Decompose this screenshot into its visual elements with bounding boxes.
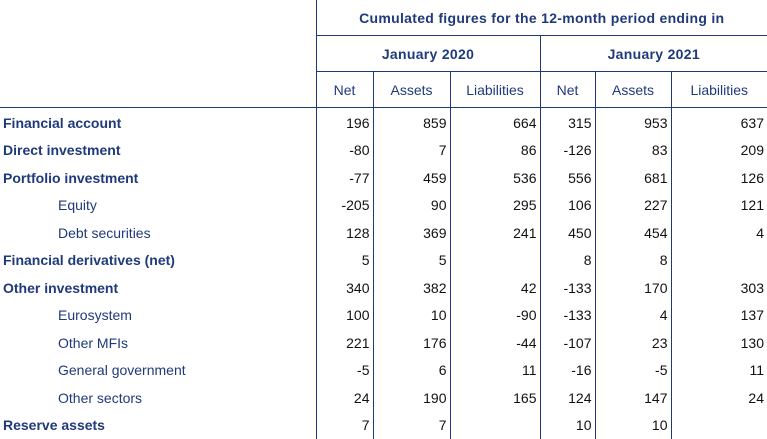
cell-assets-2021: 83 — [595, 137, 671, 165]
cell-liabilities-2020: 295 — [450, 192, 540, 220]
cell-assets-2021: 10 — [595, 412, 671, 439]
cell-liabilities-2021: 303 — [671, 274, 767, 302]
cell-assets-2021: 23 — [595, 329, 671, 357]
cell-liabilities-2020: -90 — [450, 302, 540, 330]
cell-net-2021: 315 — [540, 108, 595, 137]
cell-liabilities-2021: 130 — [671, 329, 767, 357]
period-january-2020: January 2020 — [316, 36, 540, 72]
cell-net-2020: 24 — [316, 384, 373, 412]
row-label: Financial account — [3, 114, 122, 131]
table-row-other-sectors — [0, 384, 767, 412]
period-title: Cumulated figures for the 12-month period ending in — [316, 0, 767, 36]
cell-assets-2020: 5 — [373, 247, 450, 275]
cell-liabilities-2020: 86 — [450, 137, 540, 165]
cell-liabilities-2020: 11 — [450, 357, 540, 385]
period-january-2021: January 2021 — [540, 36, 767, 72]
cell-net-2020: 7 — [316, 412, 373, 439]
cell-liabilities-2020: 536 — [450, 164, 540, 192]
cell-liabilities-2021: 4 — [671, 219, 767, 247]
cell-net-2021: -126 — [540, 137, 595, 165]
header-row-columns — [0, 72, 767, 108]
cell-net-2020: 128 — [316, 219, 373, 247]
column-header-net: Net — [316, 72, 373, 108]
cell-assets-2020: 90 — [373, 192, 450, 220]
cell-liabilities-2021: 637 — [671, 108, 767, 137]
cell-assets-2020: 459 — [373, 164, 450, 192]
cell-liabilities-2020 — [450, 412, 540, 439]
cell-assets-2020: 369 — [373, 219, 450, 247]
row-label: Other MFIs — [58, 334, 129, 351]
cell-liabilities-2021 — [671, 412, 767, 439]
row-label: Reserve assets — [3, 417, 105, 434]
cell-net-2021: 106 — [540, 192, 595, 220]
cell-net-2021: -107 — [540, 329, 595, 357]
table-row-eurosystem — [0, 302, 767, 330]
table-row-reserve-assets — [0, 412, 767, 439]
cell-assets-2021: 227 — [595, 192, 671, 220]
cell-assets-2020: 10 — [373, 302, 450, 330]
header-blank-cell — [0, 0, 316, 36]
cell-net-2020: -77 — [316, 164, 373, 192]
table-row-direct-investment — [0, 137, 767, 165]
column-header-assets: Assets — [595, 72, 671, 108]
table-row-financial-derivatives — [0, 247, 767, 275]
row-label: Portfolio investment — [3, 169, 139, 186]
cell-net-2020: 340 — [316, 274, 373, 302]
cell-net-2020: -80 — [316, 137, 373, 165]
cell-assets-2020: 382 — [373, 274, 450, 302]
cell-net-2020: 5 — [316, 247, 373, 275]
column-header-liabilities: Liabilities — [450, 72, 540, 108]
table-row-debt-securities — [0, 219, 767, 247]
cell-assets-2021: 170 — [595, 274, 671, 302]
cell-liabilities-2021: 137 — [671, 302, 767, 330]
cell-assets-2021: 8 — [595, 247, 671, 275]
cell-assets-2020: 7 — [373, 137, 450, 165]
cell-assets-2021: 681 — [595, 164, 671, 192]
header-blank-cell — [0, 72, 316, 108]
cell-liabilities-2020: 165 — [450, 384, 540, 412]
column-header-assets: Assets — [373, 72, 450, 108]
row-label: General government — [58, 362, 186, 379]
cell-assets-2021: -5 — [595, 357, 671, 385]
cell-liabilities-2021: 209 — [671, 137, 767, 165]
row-label: Eurosystem — [58, 307, 132, 324]
table-row-portfolio-investment — [0, 164, 767, 192]
cell-liabilities-2020 — [450, 247, 540, 275]
cell-liabilities-2021 — [671, 247, 767, 275]
cell-assets-2021: 454 — [595, 219, 671, 247]
cell-liabilities-2020: 42 — [450, 274, 540, 302]
cell-net-2021: -133 — [540, 302, 595, 330]
cell-assets-2021: 953 — [595, 108, 671, 137]
cell-net-2020: -205 — [316, 192, 373, 220]
cell-liabilities-2021: 126 — [671, 164, 767, 192]
cell-assets-2021: 147 — [595, 384, 671, 412]
row-label: Direct investment — [3, 142, 121, 159]
cell-net-2020: 221 — [316, 329, 373, 357]
row-label: Equity — [58, 197, 97, 214]
column-header-net: Net — [540, 72, 595, 108]
cell-net-2020: -5 — [316, 357, 373, 385]
row-label: Financial derivatives (net) — [3, 252, 175, 269]
cell-assets-2020: 6 — [373, 357, 450, 385]
cell-assets-2020: 176 — [373, 329, 450, 357]
cell-net-2021: 8 — [540, 247, 595, 275]
cell-liabilities-2021: 11 — [671, 357, 767, 385]
header-blank-cell — [0, 36, 316, 72]
cell-liabilities-2021: 24 — [671, 384, 767, 412]
cell-liabilities-2020: 664 — [450, 108, 540, 137]
row-label: Other sectors — [58, 389, 143, 406]
cell-assets-2021: 4 — [595, 302, 671, 330]
cell-net-2020: 100 — [316, 302, 373, 330]
column-header-liabilities: Liabilities — [671, 72, 767, 108]
cell-net-2020: 196 — [316, 108, 373, 137]
cell-net-2021: 450 — [540, 219, 595, 247]
table-row-general-government — [0, 357, 767, 385]
row-label: Other investment — [3, 279, 119, 296]
cell-net-2021: 10 — [540, 412, 595, 439]
cell-net-2021: -16 — [540, 357, 595, 385]
table-row-financial-account — [0, 108, 767, 137]
table-row-other-investment — [0, 274, 767, 302]
cell-net-2021: 124 — [540, 384, 595, 412]
cell-assets-2020: 7 — [373, 412, 450, 439]
table-row-equity — [0, 192, 767, 220]
header-row-periods — [0, 36, 767, 72]
cell-assets-2020: 190 — [373, 384, 450, 412]
cell-liabilities-2020: 241 — [450, 219, 540, 247]
cell-liabilities-2020: -44 — [450, 329, 540, 357]
table-row-other-mfis — [0, 329, 767, 357]
cell-net-2021: 556 — [540, 164, 595, 192]
cell-assets-2020: 859 — [373, 108, 450, 137]
cell-net-2021: -133 — [540, 274, 595, 302]
cell-liabilities-2021: 121 — [671, 192, 767, 220]
row-label: Debt securities — [58, 224, 151, 241]
header-row-period-title — [0, 0, 767, 36]
